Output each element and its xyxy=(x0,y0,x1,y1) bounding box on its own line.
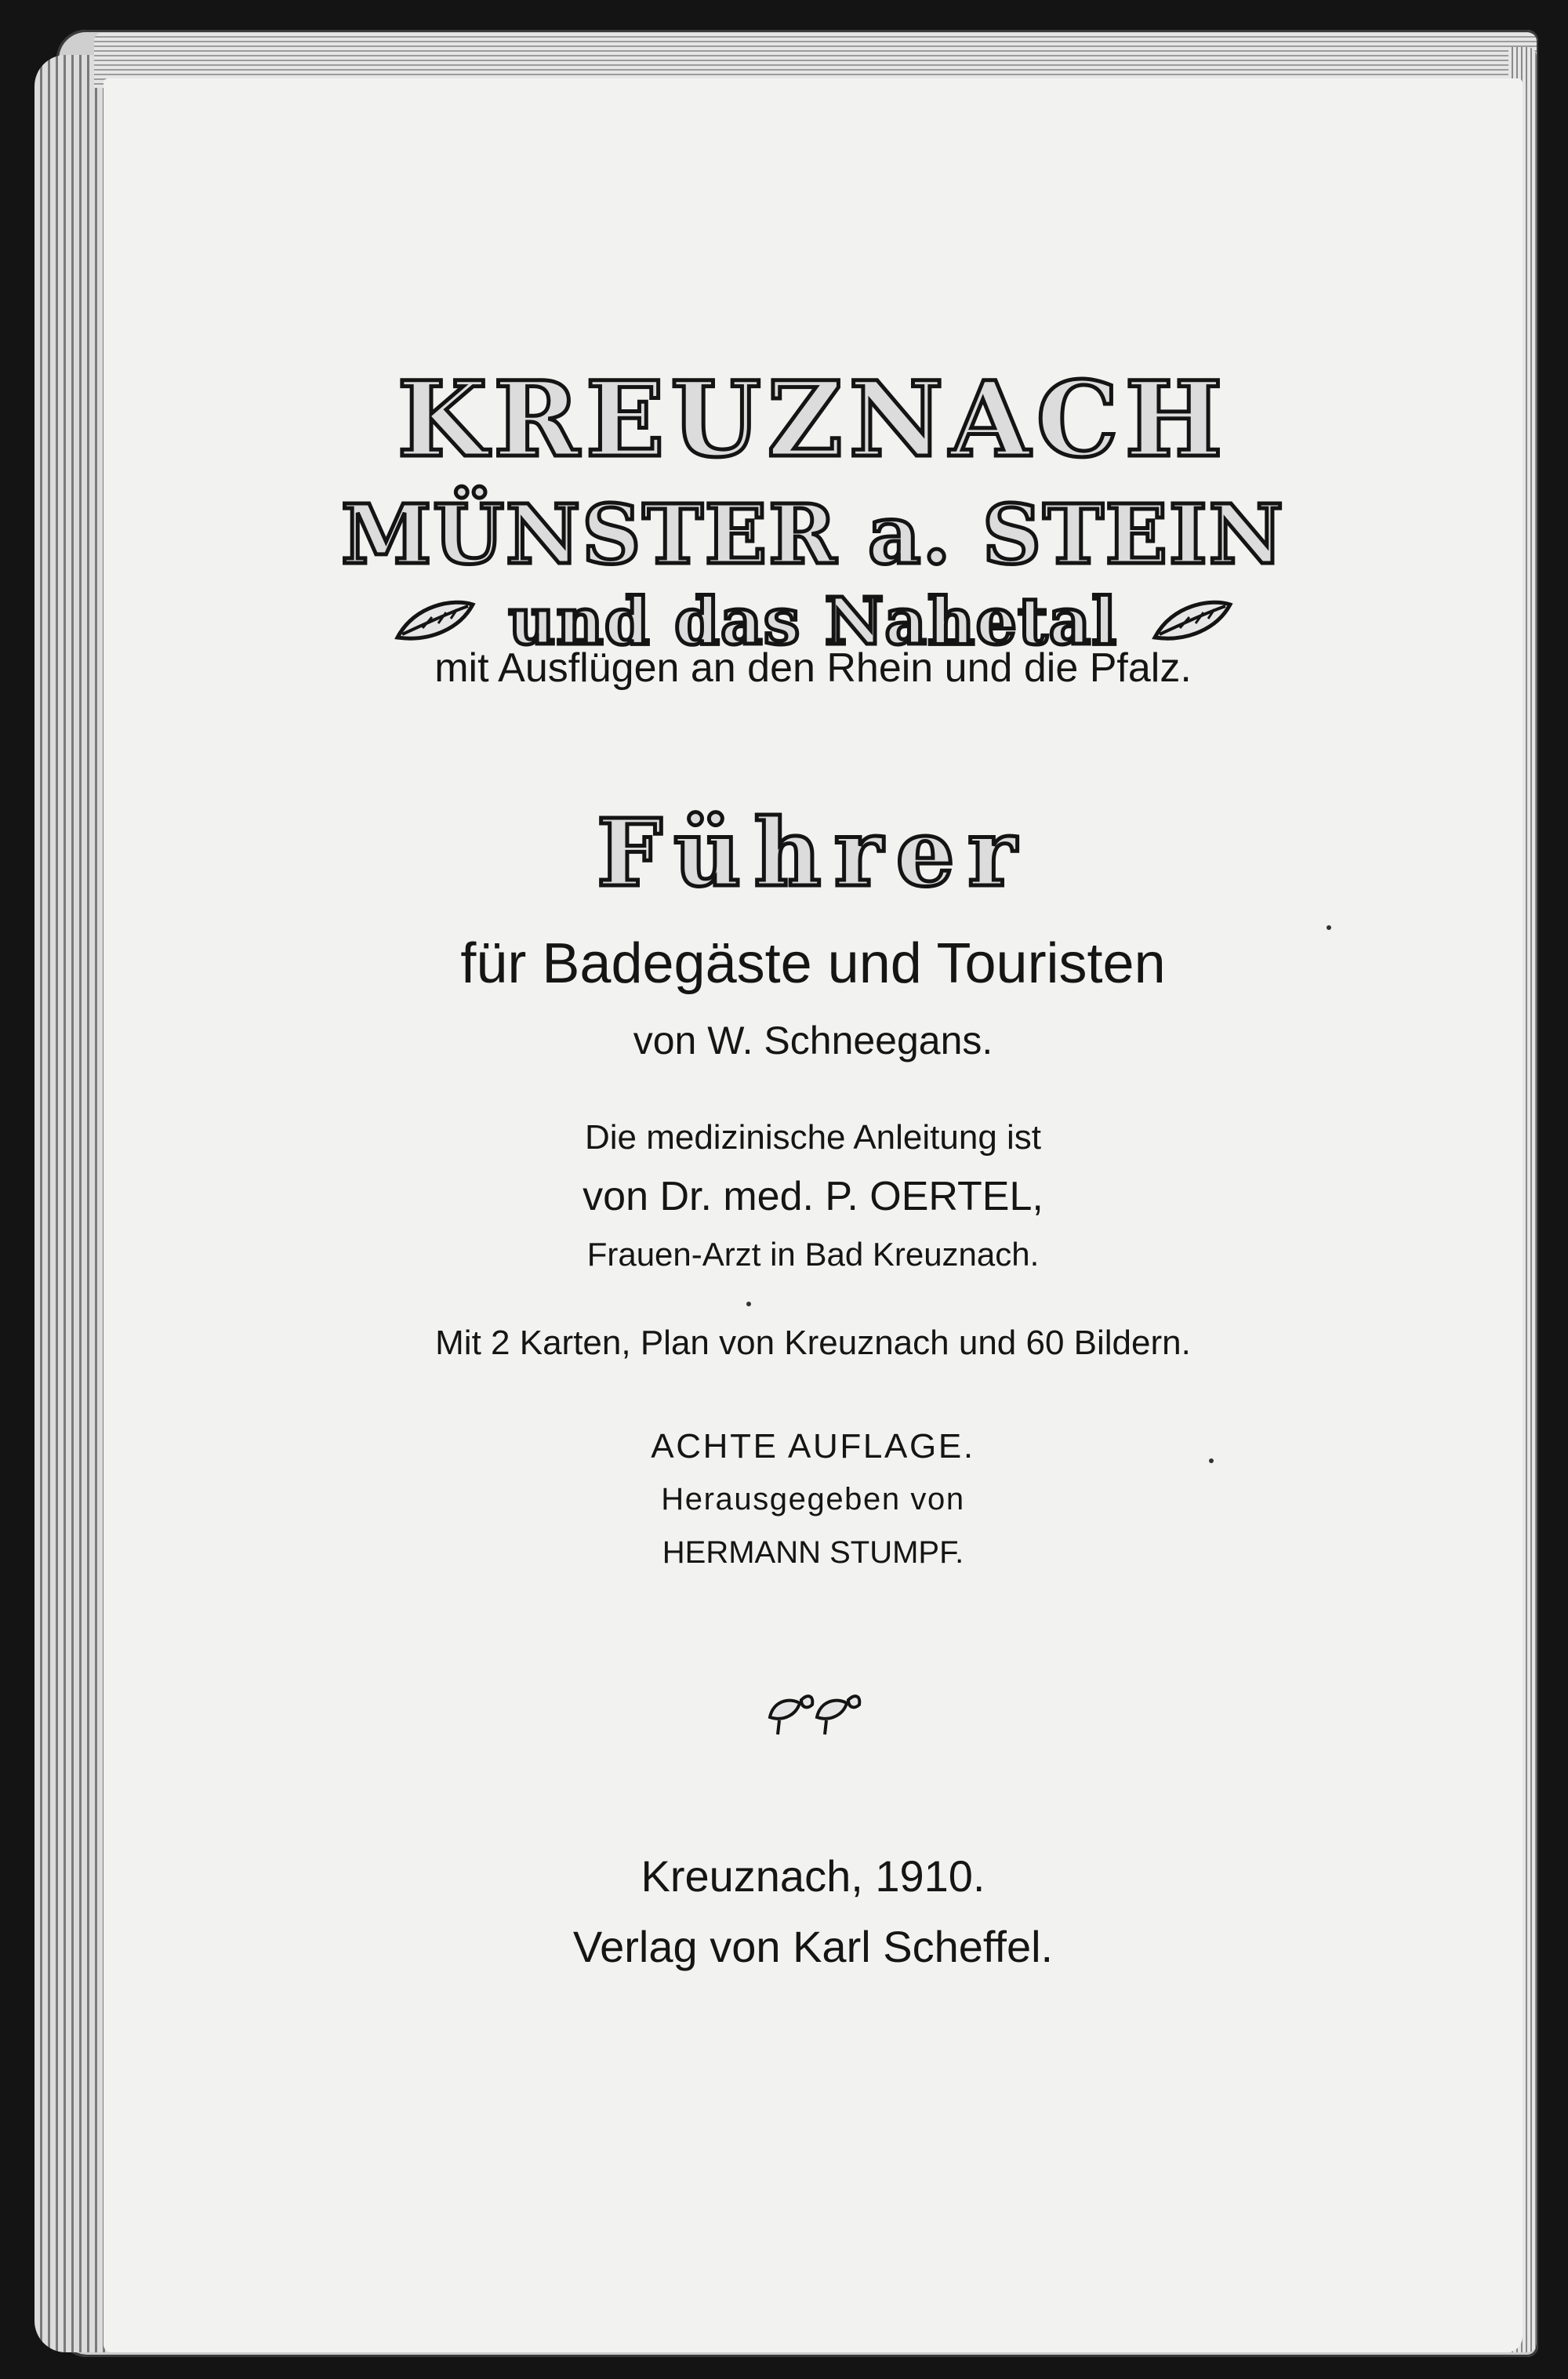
ink-speck xyxy=(1327,925,1331,930)
ink-speck xyxy=(746,1302,751,1306)
floral-ornament-icon xyxy=(103,1686,1523,1749)
editor-label: Herausgegeben von xyxy=(661,1482,965,1516)
guide-subtitle: für Badegäste und Touristen xyxy=(460,932,1166,995)
place-year: Kreuznach, 1910. xyxy=(641,1851,985,1901)
contents-line: Mit 2 Karten, Plan von Kreuznach und 60 Bildern. xyxy=(435,1324,1191,1362)
edition: ACHTE AUFLAGE. xyxy=(651,1427,975,1466)
page-edges-left xyxy=(34,55,113,2352)
title-nahetal: und das Nahetal xyxy=(508,584,1118,659)
medical-line-1: Die medizinische Anleitung ist xyxy=(584,1118,1042,1157)
medical-line-2: von Dr. med. P. OERTEL, xyxy=(583,1174,1044,1219)
author-line: von W. Schneegans. xyxy=(633,1019,993,1062)
title-page xyxy=(103,78,1523,2352)
leaf-ornament-icon xyxy=(1149,597,1235,648)
medical-line-3: Frauen-Arzt in Bad Kreuznach. xyxy=(586,1236,1040,1273)
ink-speck xyxy=(1209,1458,1214,1463)
publisher: Verlag von Karl Scheffel. xyxy=(572,1922,1054,1971)
leaf-ornament-icon xyxy=(391,597,477,648)
title-muenster-a-stein: MÜNSTER a. STEIN xyxy=(341,486,1285,583)
guide-title: Führer xyxy=(597,798,1029,907)
subtitle: mit Ausflügen an den Rhein und die Pfalz. xyxy=(434,645,1192,691)
editor-name: HERMANN STUMPF. xyxy=(662,1535,964,1570)
title-kreuznach: KREUZNACH xyxy=(397,359,1229,481)
